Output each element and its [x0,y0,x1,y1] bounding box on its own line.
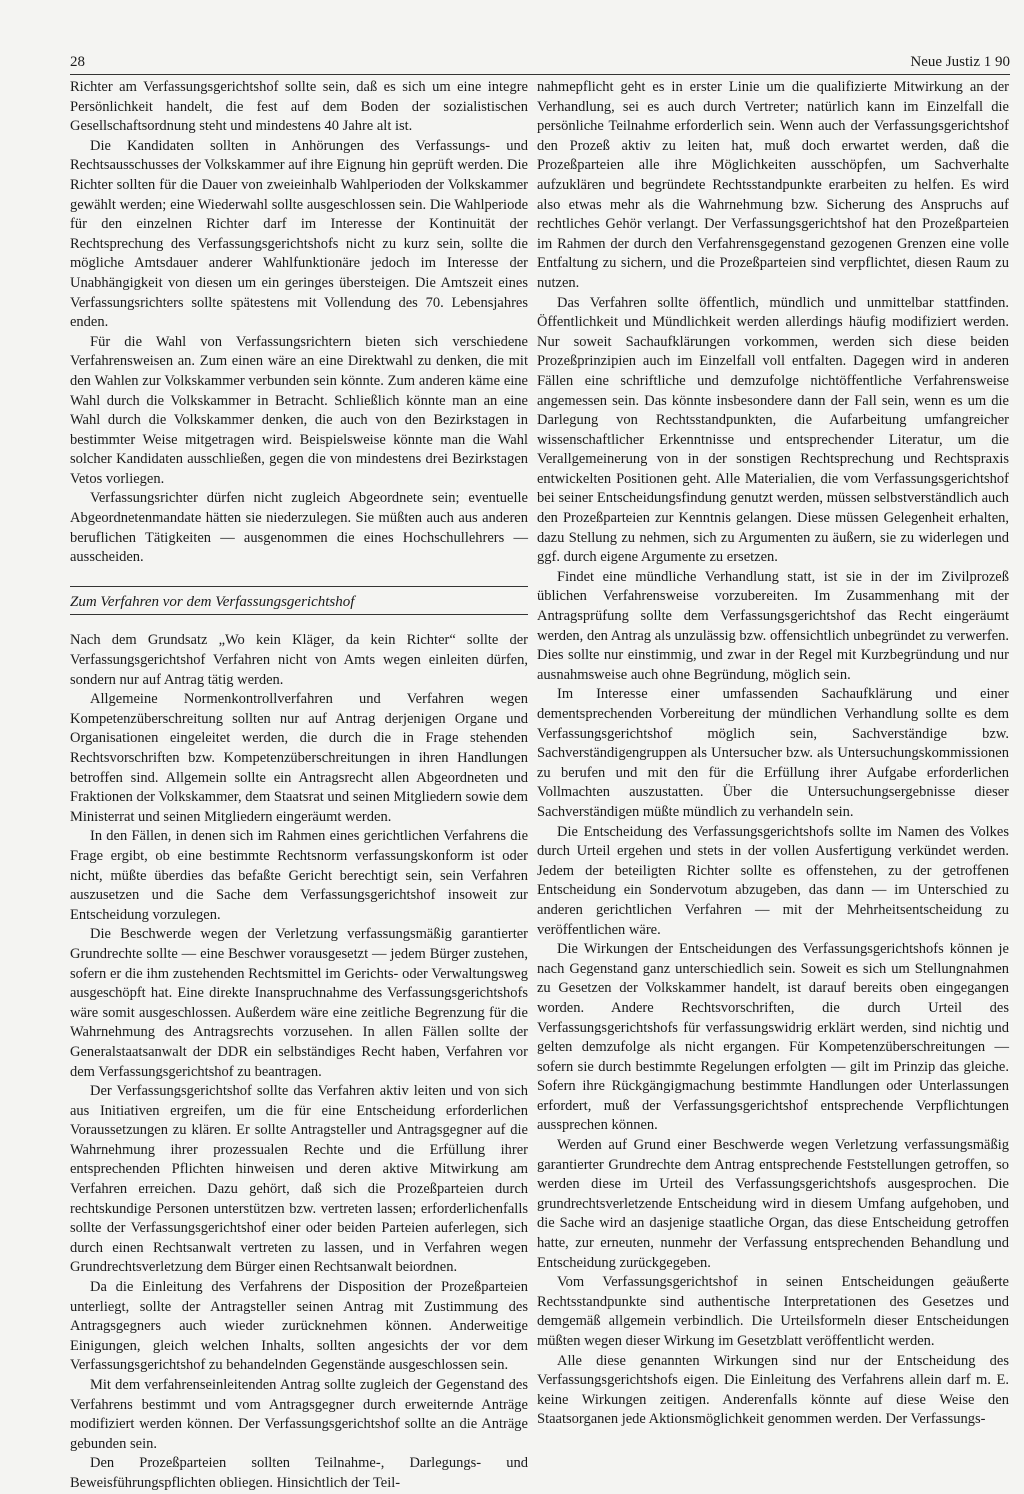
paragraph: Verfassungsrichter dürfen nicht zugleich Abgeordnete sein; eventuelle Abgeordnetenmandate hätten sie niederzulegen. Sie müßten auch aus anderen beruflichen Tätigkeiten — ausgenommen die eines Hochschullehrers — ausscheiden. [70,490,528,566]
paragraph: Der Verfassungsgerichtshof sollte das Verfahren aktiv leiten und von sich aus Initiativen ergreifen, um die für eine Entscheidung erforderlichen Voraussetzungen zu klären. Er sollte Antragsteller und Antragsgegner auf die Wahrnehmung ihrer prozessualen Rechte und die Erfüllung ihrer entsprechenden Pflichten hinweisen und deren aktive Mitwirkung am Verfahren erreichen. Dazu gehört, daß sich die Prozeßparteien durch rechtskundige Personen unterstützen bzw. vertreten lassen; erforderlichenfalls sollte der Verfassungsgerichtshof einer oder beiden Parteien auferlegen, sich durch einen Rechtsanwalt vertreten zu lassen, und in Verfahren wegen Grundrechtsverletzung dem Bürger einen Rechtsanwalt beiordnen. [70,1083,528,1276]
paragraph: nahmepflicht geht es in erster Linie um die qualifizierte Mitwirkung an der Verhandlung, sei es auch durch Vertreter; natürlich kann im Einzelfall die persönliche Teilnahme erforderlich sein. Wenn auch der Verfassungsgerichtshof den Prozeß aktiv zu leiten hat, muß doch erwartet werden, daß die Prozeßparteien alle ihre Möglichkeiten ausschöpfen, um Sachverhalte aufzuklären und begründete Rechtsstandpunkte erarbeiten zu helfen. Es wird also etwas mehr als die Wahrnehmung bzw. Sicherung des Anspruchs auf rechtliches Gehör verlangt. Der Verfassungsgerichtshof hat den Prozeßparteien im Rahmen der durch den Verfahrensgegenstand gezogenen Grenzen eine volle Entfaltung zu sichern, und die Prozeßparteien sind verpflichtet, diesen Raum zu nutzen. [537,79,1009,291]
paragraph: Nach dem Grundsatz „Wo kein Kläger, da kein Richter“ sollte der Verfassungsgerichtshof Verfahren nicht von Amts wegen einleiten dürfen, sondern nur auf Antrag tätig werden. [70,632,528,688]
page-header [70,52,1010,75]
left-column [70,78,528,1494]
paragraph: Da die Einleitung des Verfahrens der Disposition der Prozeßparteien unterliegt, sollte der Antragsteller seinen Antrag mit Zustimmung des Antragsgegners auch wieder zurücknehmen können. Anderweitige Einigungen, gleich welchen Inhalts, sollten angesichts der vor dem Verfassungsgerichtshof zu behandelnden Gegenstände ausgeschlossen sein. [70,1279,528,1374]
section-heading: Zum Verfahren vor dem Verfassungsgerichtshof [70,586,528,616]
paragraph: Die Entscheidung des Verfassungsgerichtshofs sollte im Namen des Volkes durch Urteil ergehen und stets in der vollen Ausfertigung verkündet werden. Jedem der beteiligten Richter sollte es offenstehen, zu der getroffenen Entscheidung ein Sondervotum abzugeben, das dann — im Unterschied zu anderen gerichtlichen Verfahren — mit der Mehrheitsentscheidung zu veröffentlichen wäre. [537,823,1009,938]
paragraph: Alle diese genannten Wirkungen sind nur der Entscheidung des Verfassungsgerichtshofs eigen. Die Einleitung des Verfahrens allein darf m. E. keine Wirkungen zeitigen. Anderenfalls könnte auf diese Weise den Staatsorganen jede Aktionsmöglichkeit genommen werden. Der Verfassungs- [537,1352,1009,1428]
paragraph: Mit dem verfahrenseinleitenden Antrag sollte zugleich der Gegenstand des Verfahrens bestimmt und vom Antragsgegner durch erweiternde Anträge modifiziert werden können. Der Verfassungsgerichtshof sollte an die Anträge gebunden sein. [70,1377,528,1452]
paragraph: Für die Wahl von Verfassungsrichtern bieten sich verschiedene Verfahrensweisen an. Zum einen wäre an eine Direktwahl zu denken, die mit den Wahlen zur Volkskammer verbunden sein könnte. Zum anderen käme eine Wahl durch die Volkskammer in Betracht. Schließlich könnte man an eine Wahl durch die Volkskammer denken, die auch von den Bezirkstagen in bestimmter Weise mitgetragen wird. Beispielsweise könnte man die Wahl solcher Kandidaten ausschließen, gegen die von mindestens drei Bezirkstagen Vetos vorliegen. [70,333,528,487]
paragraph: Vom Verfassungsgerichtshof in seinen Entscheidungen geäußerte Rechtsstandpunkte sind authentische Interpretationen des Gesetzes und demgemäß allgemein verbindlich. Die Urteilsformeln dieser Entscheidungen müßten wegen dieser Wirkung im Gesetzblatt veröffentlicht werden. [537,1274,1009,1349]
paragraph: Die Beschwerde wegen der Verletzung verfassungsmäßig garantierter Grundrechte sollte — eine Beschwer vorausgesetzt — jedem Bürger zustehen, sofern er die ihm zustehenden Rechtsmittel im Gerichts- oder Verwaltungsweg ausgeschöpft hat. Eine direkte Inanspruchnahme des Verfassungsgerichtshofs wäre somit ausgeschlossen. Außerdem wäre eine zeitliche Begrenzung für die Wahrnehmung des Antragsrechts vorzusehen. In allen Fällen sollte der Generalstaatsanwalt der DDR ein selbständiges Recht haben, Verfahren vor dem Verfassungsgerichtshof zu beantragen. [70,926,528,1080]
paragraph: Allgemeine Normenkontrollverfahren und Verfahren wegen Kompetenzüberschreitung sollten nur auf Antrag derjenigen Organe und Organisationen eingeleitet werden, die durch die in Frage stehenden Rechtsvorschriften bzw. Kompetenzüberschreitungen in ihren Handlungen betroffen sind. Allgemein sollte ein Antragsrecht allen Abgeordneten und Fraktionen der Volkskammer, dem Staatsrat und seinen Mitgliedern sowie dem Ministerrat und seinen Mitgliedern eingeräumt werden. [70,691,528,825]
paragraph: Den Prozeßparteien sollten Teilnahme-, Darlegungs- und Beweisführungspflichten obliegen. Hinsichtlich der Teil- [70,1455,528,1491]
paragraph: Findet eine mündliche Verhandlung statt, ist sie in der im Zivilprozeß üblichen Verfahrensweise vorzubereiten. Im Zusammenhang mit der Antragsprüfung sollte dem Verfassungsgerichtshof das Recht eingeräumt werden, den Antrag als unzulässig bzw. offensichtlich unbegründet zu verwerfen. Dies sollte nur einstimmig, und zwar in der Regel mit Kurzbegründung und nur ausnahmsweise auch ohne Begründung, möglich sein. [537,568,1009,683]
paragraph: In den Fällen, in denen sich im Rahmen eines gerichtlichen Verfahrens die Frage ergibt, ob eine bestimmte Rechtsnorm verfassungskonform ist oder nicht, müßte überdies das befaßte Gericht berechtigt sein, sein Verfahren auszusetzen und die Sache dem Verfassungsgerichtshof insoweit zur Entscheidung vorzulegen. [70,828,528,923]
right-column [537,78,1009,1430]
journal-title: Neue Justiz 1 90 [910,54,1010,70]
paragraph: Werden auf Grund einer Beschwerde wegen Verletzung verfassungsmäßig garantierter Grundrechte dem Antrag entsprechende Feststellungen getroffen, so werden diese im Urteil des Verfassungsgerichtshofs ausgesprochen. Die grundrechtsverletzende Entscheidung wird in diesem Umfang aufgehoben, und die Sache wird an dasjenige staatliche Organ, das diese Entscheidung getroffen hatte, zur erneuten, nunmehr der Verfassung entsprechenden Behandlung und Entscheidung zurückgegeben. [537,1137,1009,1271]
page-number: 28 [70,54,85,70]
paragraph: Die Wirkungen der Entscheidungen des Verfassungsgerichtshofs können je nach Gegenstand ganz unterschiedlich sein. Soweit es sich um Stellungnahmen zu Gesetzen der Volkskammer handelt, ist darauf bereits oben eingegangen worden. Andere Rechtsvorschriften, die durch Urteil des Verfassungsgerichtshofs für verfassungswidrig erklärt werden, sind nichtig und gelten demzufolge als nicht ergangen. Für Kompetenzüberschreitungen — sofern sie durch bestimmte Regelungen erfolgten — gilt im Prinzip das gleiche. Sofern ihre Rückgängigmachung bestimmte Handlungen oder Unterlassungen erfordert, muß der Verfassungsgerichtshof entsprechende Verpflichtungen aussprechen können. [537,941,1009,1134]
paragraph: Richter am Verfassungsgerichtshof sollte sein, daß es sich um eine integre Persönlichkeit handelt, die fest auf dem Boden der sozialistischen Gesellschaftsordnung steht und mindestens 40 Jahre alt ist. [70,79,528,135]
paragraph: Die Kandidaten sollten in Anhörungen des Verfassungs- und Rechtsausschusses der Volkskammer auf ihre Eignung hin geprüft werden. Die Richter sollten für die Dauer von zweieinhalb Wahlperioden der Volkskammer gewählt werden; eine Wiederwahl sollte ausgeschlossen sein. Die Wahlperiode für den einzelnen Richter darf im Interesse der Kontinuität der Rechtsprechung des Verfassungsgerichtshofs nicht zu kurz sein, sollte die mögliche Amtsdauer anderer Wahlfunktionäre jedoch im Interesse der Unabhängigkeit von diesen um ein geringes übersteigen. Die Amtszeit eines Verfassungsrichters sollte spätestens mit Vollendung des 70. Lebensjahres enden. [70,137,528,331]
paragraph: Das Verfahren sollte öffentlich, mündlich und unmittelbar stattfinden. Öffentlichkeit und Mündlichkeit werden allerdings häufig modifiziert werden. Nur soweit Sachaufklärungen vorkommen, werden sich diese beiden Prozeßprinzipien auch im Einzelfall voll entfalten. Dagegen wird in anderen Fällen eine schriftliche und demzufolge nichtöffentliche Verfahrensweise angemessen sein. Das könnte insbesondere dann der Fall sein, wenn es um die Darlegung von Rechtsstandpunkten, die Aufarbeitung umfangreicher wissenschaftlicher Erkenntnisse und entsprechender Literatur, um die Verallgemeinerung von in der sonstigen Rechtsprechung und Rechtspraxis entwickelten Positionen geht. Alle Materialien, die vom Verfassungsgerichtshof bei seiner Entscheidungsfindung genutzt werden, müssen selbstverständlich auch den Prozeßparteien zur Kenntnis gelangen. Diese müssen Gelegenheit erhalten, dazu Stellung zu nehmen, sich zu Argumenten zu äußern, sie zu widerlegen und ggf. durch eigene Argumente zu ersetzen. [537,294,1009,566]
paragraph: Im Interesse einer umfassenden Sachaufklärung und einer dementsprechenden Vorbereitung der mündlichen Verhandlung sollte es dem Verfassungsgerichtshof möglich sein, Sachverständige bzw. Sachverständigengruppen als Untersucher bzw. als Untersuchungskommissionen zu berufen und mit den für die Erfüllung ihrer Aufgabe erforderlichen Vollmachten auszustatten. Über die Untersuchungsergebnisse dieser Sachverständigen müßte mündlich zu verhandeln sein. [537,686,1009,820]
